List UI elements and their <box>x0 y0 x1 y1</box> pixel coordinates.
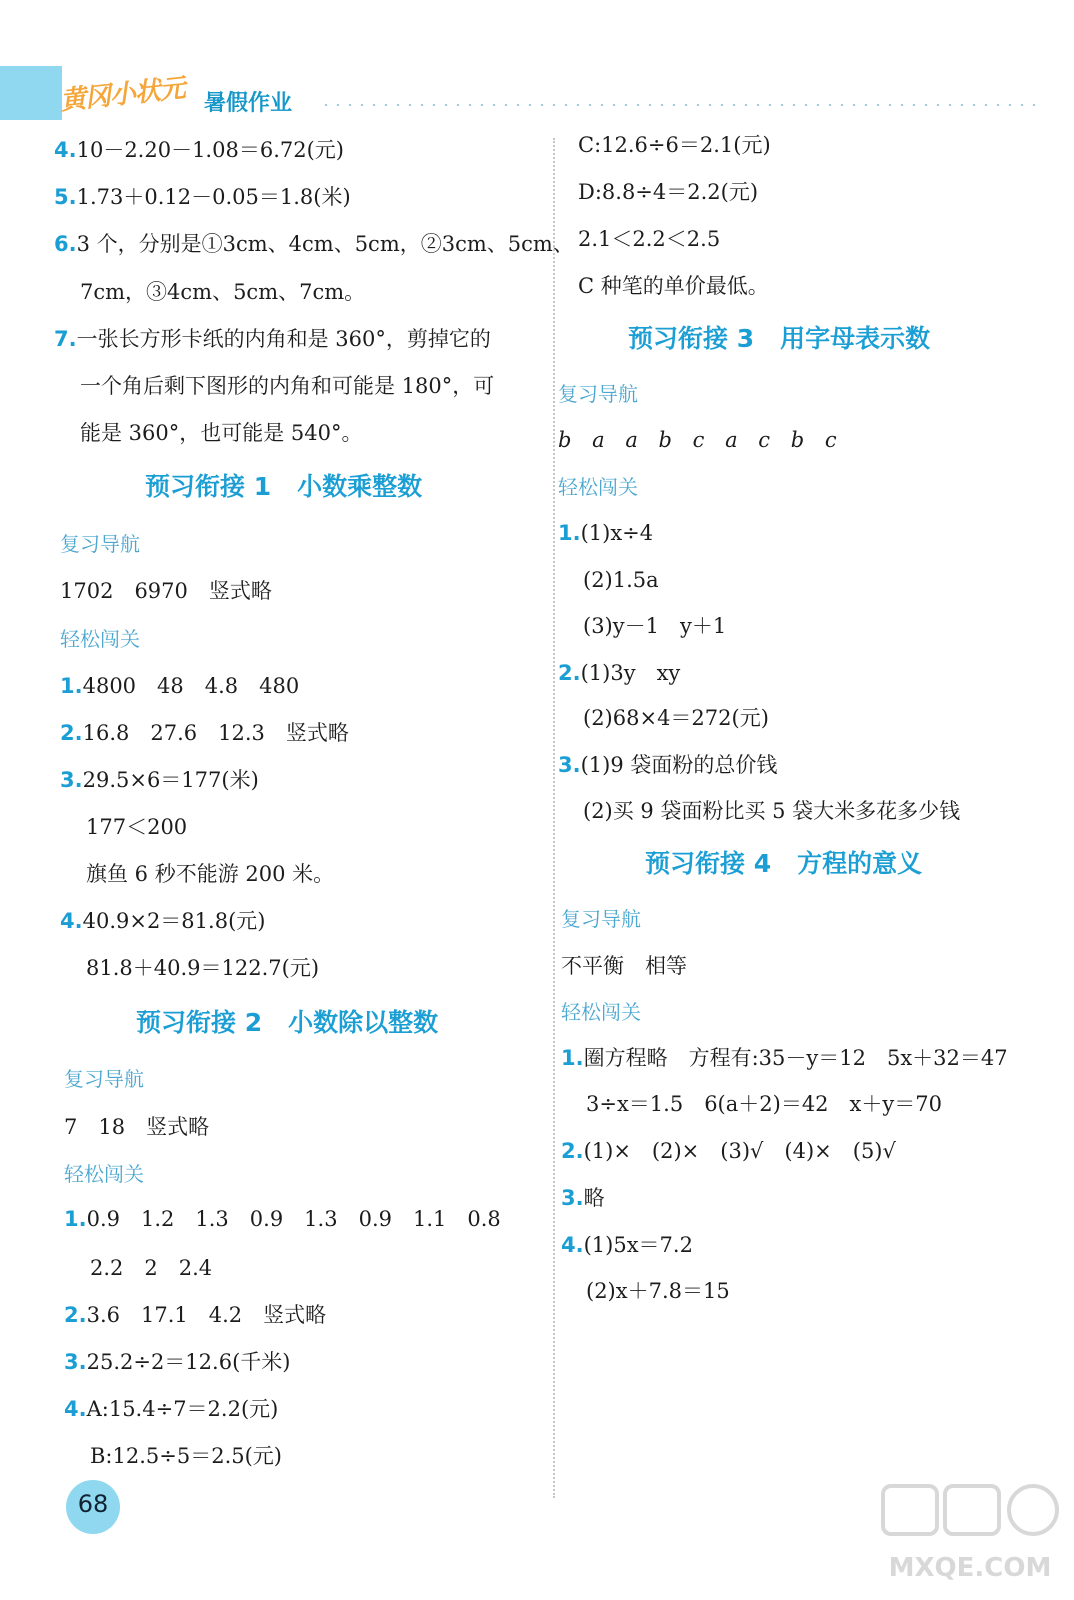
answer-line: 81.8＋40.9＝122.7(元) <box>86 956 320 980</box>
svg-text:MXQE.COM: MXQE.COM <box>888 1553 1052 1583</box>
answer-line: (2)68×4＝272(元) <box>583 706 769 730</box>
answer-line: 一个角后剩下图形的内角和可能是 180°，可 <box>80 374 495 398</box>
answer-line: 能是 360°，也可能是 540°。 <box>80 421 363 445</box>
answer-line: 2.(1)3y xy <box>558 661 681 685</box>
practice-heading: 轻松闯关 <box>64 1162 144 1186</box>
answer-line: 7.一张长方形卡纸的内角和是 360°，剪掉它的 <box>54 327 491 351</box>
answer-line: 4.40.9×2＝81.8(元) <box>60 909 266 933</box>
answer-line: 4.(1)5x＝7.2 <box>561 1233 693 1257</box>
answer-line: 2.(1)× (2)× (3)√ (4)× (5)√ <box>561 1139 896 1163</box>
answer-line: 3÷x＝1.5 6(a＋2)＝42 x＋y＝70 <box>586 1092 942 1116</box>
answer-line: (3)y－1 y＋1 <box>583 614 727 638</box>
answer-line: 2.1＜2.2＜2.5 <box>578 227 721 251</box>
answer-line: 2.3.6 17.1 4.2 竖式略 <box>64 1303 327 1327</box>
section-title: 预习衔接 4 方程的意义 <box>645 849 923 878</box>
header-title: 暑假作业 <box>204 91 293 116</box>
answer-line: 3.29.5×6＝177(米) <box>60 768 259 792</box>
answer-line: 6.3 个，分别是①3cm、4cm、5cm，②3cm、5cm、 <box>54 232 574 256</box>
review-heading: 复习导航 <box>60 532 140 556</box>
answer-line: 2.16.8 27.6 12.3 竖式略 <box>60 721 349 745</box>
answer-line: 5.1.73＋0.12－0.05＝1.8(米) <box>54 185 351 209</box>
review-heading: 复习导航 <box>561 907 641 931</box>
review-heading: 复习导航 <box>558 382 638 406</box>
section-title: 预习衔接 2 小数除以整数 <box>136 1008 439 1037</box>
answer-line: 旗鱼 6 秒不能游 200 米。 <box>86 862 335 886</box>
answer-line: 1.0.9 1.2 1.3 0.9 1.3 0.9 1.1 0.8 <box>64 1207 501 1231</box>
answer-line: (2)1.5a <box>583 568 659 592</box>
answer-line: C 种笔的单价最低。 <box>578 274 769 298</box>
answer-line: B:12.5÷5＝2.5(元) <box>90 1444 283 1468</box>
answer-line: 1702 6970 竖式略 <box>60 579 272 603</box>
brand-logo: 黄冈小状元 <box>58 73 187 117</box>
answer-line: C:12.6÷6＝2.1(元) <box>578 133 771 157</box>
page-number: 68 <box>77 1490 109 1518</box>
answer-line: 3.略 <box>561 1186 605 1210</box>
review-heading: 复习导航 <box>64 1067 144 1091</box>
practice-heading: 轻松闯关 <box>558 475 638 499</box>
answer-line: 7cm，③4cm、5cm、7cm。 <box>80 280 366 304</box>
header-dotted-rule <box>320 104 1040 106</box>
answer-line: 2.2 2 2.4 <box>90 1256 213 1280</box>
section-title: 预习衔接 1 小数乘整数 <box>145 472 423 501</box>
watermark-logo <box>875 1478 1065 1588</box>
practice-heading: 轻松闯关 <box>60 627 140 651</box>
answer-line: (2)x＋7.8＝15 <box>586 1279 730 1303</box>
practice-heading: 轻松闯关 <box>561 1000 641 1024</box>
answer-line: 1.圈方程略 方程有:35－y＝12 5x＋32＝47 <box>561 1046 1008 1070</box>
answer-line: 1.(1)x÷4 <box>558 521 654 545</box>
answer-line: 4.10－2.20－1.08＝6.72(元) <box>54 138 344 162</box>
answer-line: 1.4800 48 4.8 480 <box>60 674 300 698</box>
header-band <box>0 66 62 120</box>
answer-line: 不平衡 相等 <box>561 954 687 978</box>
section-title: 预习衔接 3 用字母表示数 <box>628 324 931 353</box>
answer-line: 4.A:15.4÷7＝2.2(元) <box>64 1397 279 1421</box>
answer-line: 177＜200 <box>86 815 188 839</box>
answer-line: 3.(1)9 袋面粉的总价钱 <box>558 753 778 777</box>
answer-line: 7 18 竖式略 <box>64 1115 210 1139</box>
answer-line: (2)买 9 袋面粉比买 5 袋大米多花多少钱 <box>583 799 961 823</box>
answer-line: b a a b c a c b c <box>558 428 837 452</box>
column-divider <box>553 138 555 1498</box>
answer-line: D:8.8÷4＝2.2(元) <box>578 180 759 204</box>
answer-line: 3.25.2÷2＝12.6(千米) <box>64 1350 291 1374</box>
